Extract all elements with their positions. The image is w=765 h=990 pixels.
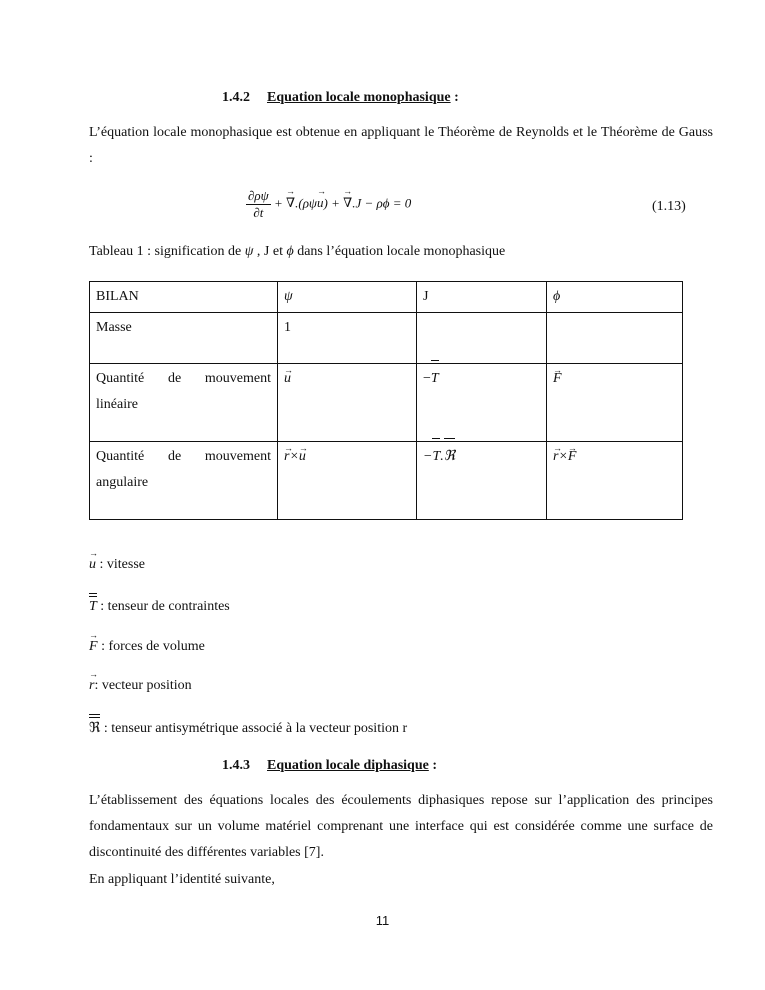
force-vector: → F bbox=[568, 444, 577, 470]
cell-psi bbox=[278, 364, 417, 442]
table-header-row bbox=[90, 282, 683, 313]
velocity-vector: → u bbox=[89, 557, 96, 573]
stress-tensor: T bbox=[431, 366, 439, 392]
header-bilan: BILAN bbox=[90, 282, 278, 313]
identity-line: En appliquant l’identité suivante, bbox=[89, 872, 275, 887]
equation-fraction bbox=[246, 188, 271, 221]
table-caption bbox=[89, 244, 505, 260]
caption-prefix: Tableau 1 : signification de bbox=[89, 244, 245, 259]
legend-position bbox=[89, 678, 192, 694]
header-phi: ϕ bbox=[547, 282, 683, 313]
table-row bbox=[90, 364, 683, 442]
nabla-symbol-2: → ∇ bbox=[343, 195, 352, 211]
fraction-denominator: ∂t bbox=[253, 205, 264, 220]
cell-j bbox=[417, 364, 547, 442]
cell-j bbox=[417, 442, 547, 520]
section-heading-1-4-2 bbox=[222, 90, 459, 106]
section-suffix: : bbox=[450, 90, 459, 105]
cell-phi bbox=[547, 442, 683, 520]
cell-bilan: Masse bbox=[90, 313, 278, 364]
force-vector: → F bbox=[553, 366, 562, 392]
cell-psi: 1 bbox=[278, 313, 417, 364]
cell-psi bbox=[278, 442, 417, 520]
dot-symbol: . bbox=[440, 449, 444, 464]
page-number: 11 bbox=[375, 913, 390, 928]
legend-force bbox=[89, 639, 205, 655]
nabla-symbol: → ∇ bbox=[286, 195, 295, 211]
equation-plus: + bbox=[270, 195, 287, 211]
header-psi: ψ bbox=[278, 282, 417, 313]
position-vector: → r bbox=[284, 444, 289, 470]
legend-text: : vitesse bbox=[96, 557, 145, 572]
legend-text: : forces de volume bbox=[97, 639, 205, 654]
cell-phi bbox=[547, 313, 683, 364]
caption-suffix: dans l’équation locale monophasique bbox=[293, 244, 506, 259]
header-j: J bbox=[417, 282, 547, 313]
legend-antisymmetric bbox=[89, 720, 407, 737]
section-heading-1-4-3 bbox=[222, 758, 437, 774]
caption-mid: , J et bbox=[253, 244, 287, 259]
diphasique-paragraph: L’établissement des équations locales des écoulements diphasiques repose sur l’application des principes fondamentaux sur un volume matériel comprenant une interface qui est considérée comme une surface de discontinuité des différentes variables [7]. bbox=[89, 793, 713, 860]
equation-label: (1.13) bbox=[652, 199, 686, 214]
fraction-numerator: ∂ρψ bbox=[248, 188, 269, 203]
minus-sign: − bbox=[423, 371, 431, 386]
legend-stress bbox=[89, 599, 230, 615]
equation-flux: .(ρψ bbox=[295, 195, 318, 211]
equation-remainder: .J − ρϕ = 0 bbox=[352, 195, 412, 211]
intro-paragraph: L’équation locale monophasique est obtenue en appliquant le Théorème de Reynolds et le Théorème de Gauss : bbox=[89, 125, 713, 166]
equation-1-13 bbox=[246, 188, 411, 221]
position-vector: → r bbox=[89, 678, 94, 694]
stress-tensor: T bbox=[432, 444, 440, 470]
cross-symbol: × bbox=[289, 449, 299, 464]
antisymmetric-tensor: ℜ bbox=[444, 444, 455, 470]
bilan-table bbox=[89, 281, 683, 520]
section-number: 1.4.3 bbox=[222, 758, 250, 773]
force-vector: → F bbox=[89, 639, 98, 655]
cell-phi bbox=[547, 364, 683, 442]
legend-text: : tenseur antisymétrique associé à la vecteur position r bbox=[100, 721, 408, 736]
cell-bilan: Quantité de mouvement linéaire bbox=[90, 364, 278, 442]
table-row bbox=[90, 313, 683, 364]
velocity-vector: → u bbox=[284, 366, 291, 392]
velocity-vector: → u bbox=[317, 195, 324, 211]
antisymmetric-tensor: ℜ bbox=[89, 721, 101, 736]
section-title: Equation locale diphasique bbox=[267, 758, 429, 773]
legend-text: : tenseur de contraintes bbox=[96, 599, 230, 614]
section-title: Equation locale monophasique bbox=[267, 90, 451, 105]
table-row bbox=[90, 442, 683, 520]
legend-velocity bbox=[89, 557, 145, 573]
cell-bilan: Quantité de mouvement angulaire bbox=[90, 442, 278, 520]
cross-symbol: × bbox=[558, 449, 568, 464]
cell-j bbox=[417, 313, 547, 364]
caption-psi: ψ bbox=[244, 244, 254, 259]
velocity-vector: → u bbox=[299, 444, 306, 470]
position-vector: → r bbox=[553, 444, 558, 470]
minus-sign: − bbox=[423, 449, 433, 464]
stress-tensor: T bbox=[89, 599, 97, 614]
section-suffix: : bbox=[428, 758, 437, 773]
equation-plus-2: ) + bbox=[323, 195, 344, 211]
section-number: 1.4.2 bbox=[222, 90, 250, 105]
caption-phi: ϕ bbox=[286, 244, 294, 259]
legend-text: : vecteur position bbox=[94, 678, 192, 693]
